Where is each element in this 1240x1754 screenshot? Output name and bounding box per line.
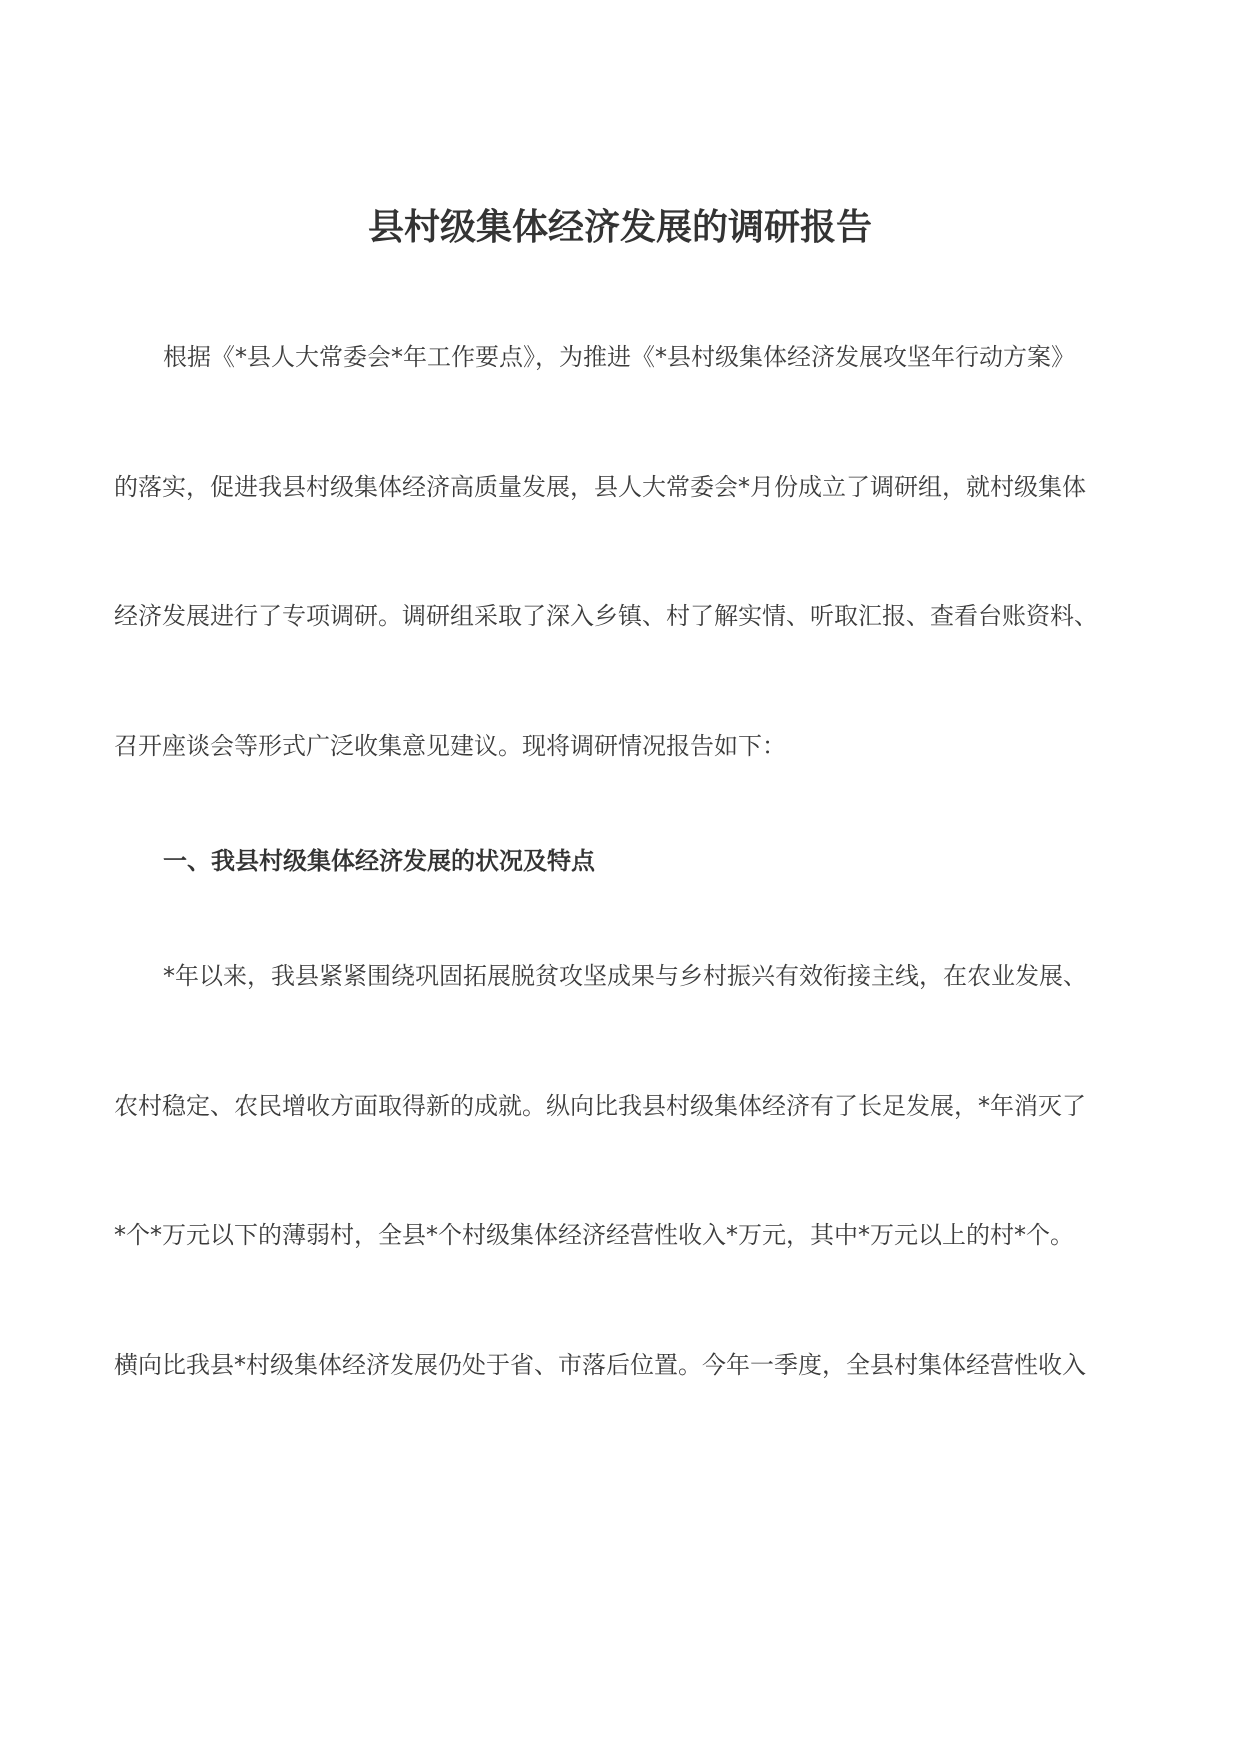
paragraph-line-2: 的落实，促进我县村级集体经济高质量发展，县人大常委会*月份成立了调研组，就村级集体 — [114, 473, 1086, 501]
document-title: 县村级集体经济发展的调研报告 — [367, 207, 872, 248]
paragraph-line-4: 召开座谈会等形式广泛收集意见建议。现将调研情况报告如下： — [114, 732, 786, 760]
paragraph-line-1: 根据《*县人大常委会*年工作要点》，为推进《*县村级集体经济发展攻坚年行动方案》 — [163, 343, 1075, 371]
paragraph-line-8: 横向比我县*村级集体经济发展仍处于省、市落后位置。今年一季度，全县村集体经营性收入 — [114, 1351, 1086, 1379]
paragraph-line-7: *个*万元以下的薄弱村，全县*个村级集体经济经营性收入*万元，其中*万元以上的村*个。 — [114, 1221, 1074, 1249]
paragraph-line-5: *年以来，我县紧紧围绕巩固拓展脱贫攻坚成果与乡村振兴有效衔接主线，在农业发展、 — [163, 962, 1087, 990]
paragraph-line-3: 经济发展进行了专项调研。调研组采取了深入乡镇、村了解实情、听取汇报、查看台账资料、 — [114, 602, 1098, 630]
paragraph-line-6: 农村稳定、农民增收方面取得新的成就。纵向比我县村级集体经济有了长足发展，*年消灭了 — [114, 1092, 1086, 1120]
section-heading: 一、我县村级集体经济发展的状况及特点 — [163, 847, 595, 875]
